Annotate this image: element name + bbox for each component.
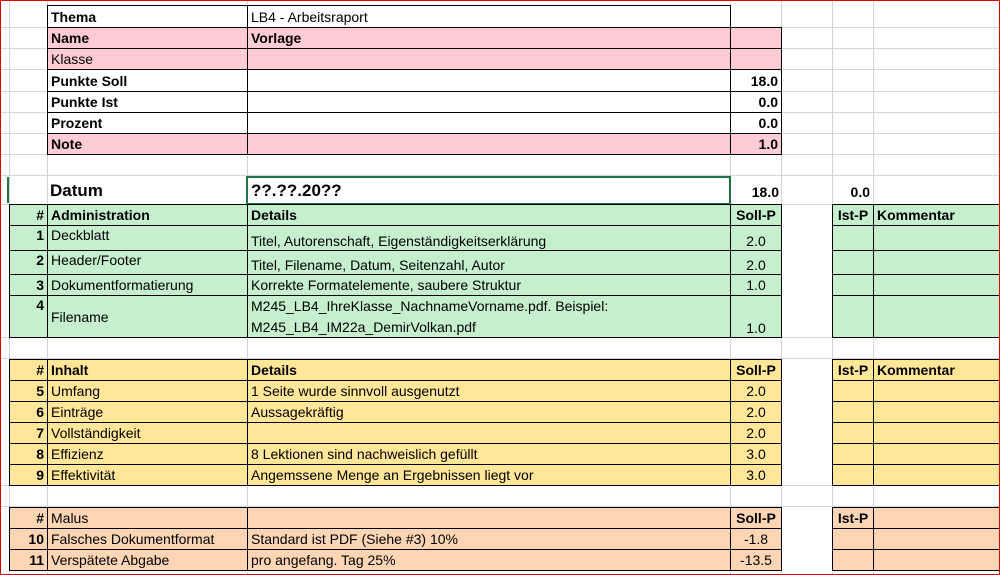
inhalt-row-8-ist[interactable] bbox=[832, 443, 874, 465]
malus-title: Malus bbox=[47, 507, 248, 529]
admin-row-3-number: 3 bbox=[9, 274, 48, 296]
admin-row-4-details-line-2: M245_LB4_IM22a_DemirVolkan.pdf bbox=[251, 318, 476, 335]
klasse-extra-cell[interactable] bbox=[730, 48, 782, 70]
admin-row-1-ist[interactable] bbox=[832, 225, 874, 251]
note-spacer bbox=[247, 133, 731, 155]
punkte-soll-spacer bbox=[247, 69, 731, 92]
admin-row-1-soll: 2.0 bbox=[730, 225, 782, 251]
punkte-soll-label: Punkte Soll bbox=[47, 69, 248, 92]
inhalt-row-7-name: Vollständigkeit bbox=[47, 422, 248, 444]
malus-row-11-ist[interactable] bbox=[832, 549, 874, 571]
inhalt-row-8-soll: 3.0 bbox=[730, 443, 782, 465]
admin-hash-header: # bbox=[9, 204, 48, 226]
inhalt-row-8-kommentar[interactable] bbox=[873, 443, 1000, 465]
malus-row-11-kommentar[interactable] bbox=[873, 549, 1000, 571]
thema-value[interactable]: LB4 - Arbeitsraport bbox=[247, 5, 731, 28]
inhalt-row-9-soll: 3.0 bbox=[730, 464, 782, 486]
klasse-label: Klasse bbox=[47, 48, 248, 70]
admin-row-4-kommentar[interactable] bbox=[873, 295, 1000, 338]
admin-row-4-number: 4 bbox=[9, 295, 48, 338]
admin-row-2-soll: 2.0 bbox=[730, 250, 782, 275]
malus-row-10-kommentar[interactable] bbox=[873, 528, 1000, 550]
admin-row-3-ist[interactable] bbox=[832, 274, 874, 296]
prozent-spacer bbox=[247, 112, 731, 134]
inhalt-row-8-number: 8 bbox=[9, 443, 48, 465]
admin-row-4-ist[interactable] bbox=[832, 295, 874, 338]
inhalt-row-7-details bbox=[247, 422, 731, 444]
inhalt-row-6-name: Einträge bbox=[47, 401, 248, 423]
punkte-ist-label: Punkte Ist bbox=[47, 91, 248, 113]
malus-soll-header: Soll-P bbox=[730, 507, 782, 529]
inhalt-title: Inhalt bbox=[47, 359, 248, 381]
datum-soll-total: 18.0 bbox=[751, 184, 779, 200]
admin-ist-header: Ist-P bbox=[832, 204, 874, 226]
datum-ist-total: 0.0 bbox=[850, 184, 870, 200]
malus-row-10-name: Falsches Dokumentformat bbox=[47, 528, 248, 550]
inhalt-row-6-soll: 2.0 bbox=[730, 401, 782, 423]
admin-row-2-details: Titel, Filename, Datum, Seitenzahl, Autor bbox=[247, 250, 731, 275]
row-selection-marker bbox=[7, 177, 9, 203]
punkte-soll-value[interactable]: 18.0 bbox=[730, 69, 782, 92]
malus-row-10-soll: -1.8 bbox=[730, 528, 782, 550]
admin-row-4-details bbox=[247, 295, 731, 338]
inhalt-row-9-ist[interactable] bbox=[832, 464, 874, 486]
inhalt-row-5-kommentar[interactable] bbox=[873, 380, 1000, 402]
prozent-value[interactable]: 0.0 bbox=[730, 112, 782, 134]
inhalt-row-6-kommentar[interactable] bbox=[873, 401, 1000, 423]
inhalt-soll-header: Soll-P bbox=[730, 359, 782, 381]
malus-ist-header: Ist-P bbox=[832, 507, 874, 529]
note-label: Note bbox=[47, 133, 248, 155]
inhalt-row-9-number: 9 bbox=[9, 464, 48, 486]
malus-row-11-details: pro angefang. Tag 25% bbox=[247, 549, 731, 571]
inhalt-details-header: Details bbox=[247, 359, 731, 381]
inhalt-row-8-details: 8 Lektionen sind nachweislich gefüllt bbox=[247, 443, 731, 465]
inhalt-row-6-details: Aussagekräftig bbox=[247, 401, 731, 423]
admin-title: Administration bbox=[47, 204, 248, 226]
datum-label: Datum bbox=[50, 180, 103, 200]
admin-row-2-name: Header/Footer bbox=[47, 250, 248, 275]
inhalt-row-7-kommentar[interactable] bbox=[873, 422, 1000, 444]
admin-row-1-details: Titel, Autorenschaft, Eigenständigkeitserklärung bbox=[247, 225, 731, 251]
malus-row-11-name: Verspätete Abgabe bbox=[47, 549, 248, 571]
inhalt-row-7-soll: 2.0 bbox=[730, 422, 782, 444]
malus-row-10-number: 10 bbox=[9, 528, 48, 550]
inhalt-row-7-ist[interactable] bbox=[832, 422, 874, 444]
inhalt-ist-header: Ist-P bbox=[832, 359, 874, 381]
admin-kommentar-header: Kommentar bbox=[873, 204, 1000, 226]
inhalt-row-9-kommentar[interactable] bbox=[873, 464, 1000, 486]
malus-row-10-details: Standard ist PDF (Siehe #3) 10% bbox=[247, 528, 731, 550]
inhalt-kommentar-header: Kommentar bbox=[873, 359, 1000, 381]
punkte-ist-value[interactable]: 0.0 bbox=[730, 91, 782, 113]
malus-row-10-ist[interactable] bbox=[832, 528, 874, 550]
admin-soll-header: Soll-P bbox=[730, 204, 782, 226]
admin-row-4-soll: 1.0 bbox=[730, 295, 782, 338]
inhalt-row-5-ist[interactable] bbox=[832, 380, 874, 402]
admin-row-2-ist[interactable] bbox=[832, 250, 874, 275]
datum-input[interactable]: ??.??.20?? bbox=[246, 176, 731, 205]
malus-details-spacer bbox=[247, 507, 731, 529]
admin-row-4-name: Filename bbox=[47, 295, 248, 338]
inhalt-row-8-name: Effizienz bbox=[47, 443, 248, 465]
inhalt-row-6-ist[interactable] bbox=[832, 401, 874, 423]
admin-row-3-details: Korrekte Formatelemente, saubere Struktur bbox=[247, 274, 731, 296]
name-extra-cell[interactable] bbox=[730, 27, 782, 49]
admin-row-2-number: 2 bbox=[9, 250, 48, 275]
inhalt-row-5-number: 5 bbox=[9, 380, 48, 402]
malus-kommentar-spacer bbox=[873, 507, 1000, 529]
inhalt-row-9-details: Angemssene Menge an Ergebnissen liegt vor bbox=[247, 464, 731, 486]
punkte-ist-spacer bbox=[247, 91, 731, 113]
admin-details-header: Details bbox=[247, 204, 731, 226]
malus-row-11-number: 11 bbox=[9, 549, 48, 571]
inhalt-hash-header: # bbox=[9, 359, 48, 381]
admin-row-3-kommentar[interactable] bbox=[873, 274, 1000, 296]
thema-label: Thema bbox=[47, 5, 248, 28]
klasse-value[interactable] bbox=[247, 48, 731, 70]
malus-row-11-soll: -13.5 bbox=[730, 549, 782, 571]
admin-row-3-soll: 1.0 bbox=[730, 274, 782, 296]
admin-row-4-details-line-1: M245_LB4_IhreKlasse_NachnameVorname.pdf. Beispiel: bbox=[251, 297, 609, 314]
admin-row-1-name: Deckblatt bbox=[47, 225, 248, 251]
admin-row-3-name: Dokumentformatierung bbox=[47, 274, 248, 296]
admin-row-1-number: 1 bbox=[9, 225, 48, 251]
name-value[interactable]: Vorlage bbox=[247, 27, 731, 49]
malus-hash-header: # bbox=[9, 507, 48, 529]
note-value[interactable]: 1.0 bbox=[730, 133, 782, 155]
prozent-label: Prozent bbox=[47, 112, 248, 134]
inhalt-row-7-number: 7 bbox=[9, 422, 48, 444]
name-label: Name bbox=[47, 27, 248, 49]
inhalt-row-5-name: Umfang bbox=[47, 380, 248, 402]
inhalt-row-6-number: 6 bbox=[9, 401, 48, 423]
inhalt-row-5-details: 1 Seite wurde sinnvoll ausgenutzt bbox=[247, 380, 731, 402]
admin-row-1-kommentar[interactable] bbox=[873, 225, 1000, 251]
admin-row-2-kommentar[interactable] bbox=[873, 250, 1000, 275]
inhalt-row-9-name: Effektivität bbox=[47, 464, 248, 486]
inhalt-row-5-soll: 2.0 bbox=[730, 380, 782, 402]
